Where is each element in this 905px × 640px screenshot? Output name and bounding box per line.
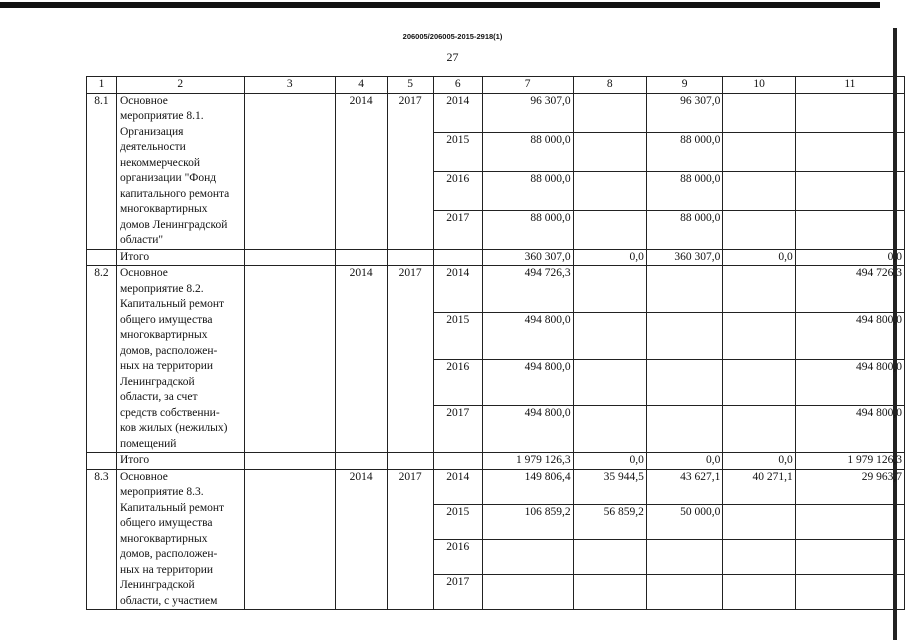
total-value-cell: 0,0	[723, 249, 795, 266]
value-cell	[573, 132, 646, 171]
blank-cell	[335, 249, 387, 266]
section-name-line: домов, расположен-	[119, 344, 218, 357]
total-row	[87, 453, 905, 470]
start-year-cell: 2014	[335, 469, 387, 610]
section-number-cell: 8.1	[87, 93, 117, 249]
total-row	[87, 249, 905, 266]
total-label-cell: Итого	[116, 453, 244, 470]
year-cell: 2015	[433, 132, 482, 171]
total-value-cell: 1 979 126,3	[795, 453, 904, 470]
value-cell	[646, 539, 723, 574]
section-name-line: области"	[119, 234, 164, 246]
program-table	[86, 76, 905, 610]
total-label-cell: Итого	[116, 249, 244, 266]
value-cell	[723, 93, 795, 132]
value-cell	[795, 171, 904, 210]
section-name-line: Ленинградской	[119, 579, 195, 591]
header-cell: 11	[795, 77, 904, 94]
blank-cell	[244, 249, 335, 266]
value-cell	[573, 171, 646, 210]
header-cell: 5	[387, 77, 433, 94]
year-cell: 2017	[433, 210, 482, 249]
total-value-cell: 0,0	[573, 453, 646, 470]
header-cell: 6	[433, 77, 482, 94]
section-name-line: домов, расположен-	[119, 548, 218, 560]
value-cell: 494 800,0	[795, 359, 904, 406]
table-row	[87, 266, 905, 313]
section-name-line: ных на территории	[119, 563, 214, 576]
total-value-cell: 0,0	[795, 249, 904, 266]
section-name-line: многоквартирных	[119, 532, 208, 545]
value-cell: 494 800,0	[482, 406, 573, 453]
header-cell: 9	[646, 77, 723, 94]
total-value-cell: 0,0	[573, 249, 646, 266]
value-cell: 56 859,2	[573, 504, 646, 539]
value-cell	[723, 539, 795, 574]
value-cell	[573, 406, 646, 453]
value-cell: 106 859,2	[482, 504, 573, 539]
year-cell: 2016	[433, 539, 482, 574]
document-id: 206005/206005-2015-2918(1)	[402, 32, 503, 41]
value-cell	[723, 210, 795, 249]
blank-cell	[433, 249, 482, 266]
end-year-cell: 2017	[387, 469, 433, 610]
table-row	[87, 469, 905, 504]
scan-top-border	[0, 2, 880, 8]
section-name-line: капитального ремонта	[119, 187, 230, 200]
value-cell: 96 307,0	[482, 93, 573, 132]
section-number-cell: 8.3	[87, 469, 117, 610]
value-cell: 494 800,0	[482, 312, 573, 359]
section-name-line: некоммерческой	[119, 156, 201, 169]
value-cell	[723, 359, 795, 406]
value-cell	[723, 266, 795, 313]
section-name-line: организации "Фонд	[119, 172, 217, 184]
page-number: 27	[446, 50, 459, 64]
year-cell: 2015	[433, 312, 482, 359]
value-cell	[795, 574, 904, 609]
total-value-cell: 360 307,0	[646, 249, 723, 266]
value-cell: 88 000,0	[646, 132, 723, 171]
value-cell: 494 726,3	[482, 266, 573, 313]
value-cell: 494 800,0	[795, 312, 904, 359]
blank-cell	[87, 249, 117, 266]
section-name-line: области, за счет	[119, 391, 198, 403]
value-cell: 88 000,0	[482, 171, 573, 210]
year-cell: 2017	[433, 406, 482, 453]
table-header-row	[87, 77, 905, 94]
header-cell: 1	[87, 77, 117, 94]
value-cell	[573, 93, 646, 132]
value-cell: 35 944,5	[573, 469, 646, 504]
value-cell	[646, 359, 723, 406]
value-cell	[573, 266, 646, 313]
value-cell	[795, 132, 904, 171]
section-name-cell	[116, 469, 244, 610]
section-name-line: общего имущества	[119, 313, 213, 326]
year-cell: 2014	[433, 266, 482, 313]
value-cell	[723, 406, 795, 453]
blank-cell	[433, 453, 482, 470]
header-cell: 4	[335, 77, 387, 94]
value-cell	[646, 312, 723, 359]
section-name-line: области, с участием	[119, 594, 218, 607]
header-cell: 7	[482, 77, 573, 94]
value-cell: 494 800,0	[482, 359, 573, 406]
value-cell: 50 000,0	[646, 504, 723, 539]
start-year-cell: 2014	[335, 93, 387, 249]
value-cell: 88 000,0	[482, 210, 573, 249]
blank-cell	[244, 453, 335, 470]
value-cell: 29 963,7	[795, 469, 904, 504]
value-cell: 96 307,0	[646, 93, 723, 132]
value-cell	[795, 504, 904, 539]
value-cell	[723, 171, 795, 210]
blank-cell	[244, 266, 335, 453]
year-cell: 2016	[433, 359, 482, 406]
section-name-line: домов Ленинградской	[119, 218, 228, 231]
value-cell: 494 800,0	[795, 406, 904, 453]
value-cell	[646, 574, 723, 609]
value-cell: 88 000,0	[646, 210, 723, 249]
section-name-line: помещений	[119, 437, 177, 450]
value-cell	[723, 574, 795, 609]
blank-cell	[387, 249, 433, 266]
value-cell: 88 000,0	[646, 171, 723, 210]
total-value-cell: 0,0	[646, 453, 723, 470]
total-value-cell: 360 307,0	[482, 249, 573, 266]
value-cell	[795, 210, 904, 249]
section-number-cell: 8.2	[87, 266, 117, 453]
year-cell: 2015	[433, 504, 482, 539]
blank-cell	[387, 453, 433, 470]
section-name-line: Капитальный ремонт	[119, 501, 225, 514]
section-name-line: мероприятие 8.1.	[119, 110, 204, 122]
total-value-cell: 1 979 126,3	[482, 453, 573, 470]
section-name-cell	[116, 266, 244, 453]
section-name-line: Основное	[119, 470, 168, 483]
value-cell: 43 627,1	[646, 469, 723, 504]
year-cell: 2014	[433, 93, 482, 132]
end-year-cell: 2017	[387, 266, 433, 453]
value-cell	[573, 210, 646, 249]
end-year-cell: 2017	[387, 93, 433, 249]
section-name-cell	[116, 93, 244, 249]
year-cell: 2016	[433, 171, 482, 210]
year-cell: 2014	[433, 469, 482, 504]
section-name-line: многоквартирных	[119, 203, 208, 215]
section-name-line: деятельности	[119, 141, 186, 153]
blank-cell	[335, 453, 387, 470]
value-cell	[723, 504, 795, 539]
section-name-line: Основное	[119, 267, 168, 279]
blank-cell	[87, 453, 117, 470]
section-name-line: средств собственни-	[119, 406, 220, 419]
value-cell: 494 726,3	[795, 266, 904, 313]
year-cell: 2017	[433, 574, 482, 609]
value-cell	[795, 93, 904, 132]
section-name-line: Капитальный ремонт	[119, 298, 225, 310]
value-cell: 149 806,4	[482, 469, 573, 504]
value-cell: 40 271,1	[723, 469, 795, 504]
blank-cell	[244, 469, 335, 610]
total-value-cell: 0,0	[723, 453, 795, 470]
value-cell	[573, 539, 646, 574]
section-name-line: Ленинградской	[119, 375, 195, 388]
value-cell	[573, 359, 646, 406]
section-name-line: общего имущества	[119, 517, 213, 529]
value-cell	[723, 132, 795, 171]
header-cell: 3	[244, 77, 335, 94]
header-cell: 2	[116, 77, 244, 94]
section-name-line: многоквартирных	[119, 329, 208, 341]
value-cell	[573, 312, 646, 359]
value-cell	[723, 312, 795, 359]
value-cell	[646, 406, 723, 453]
value-cell	[795, 539, 904, 574]
value-cell	[482, 539, 573, 574]
header-cell: 8	[573, 77, 646, 94]
table-row	[87, 93, 905, 132]
section-name-line: Организация	[119, 125, 184, 138]
value-cell: 88 000,0	[482, 132, 573, 171]
section-name-line: ных на территории	[119, 360, 214, 372]
header-cell: 10	[723, 77, 795, 94]
value-cell	[646, 266, 723, 313]
section-name-line: мероприятие 8.2.	[119, 282, 204, 295]
section-name-line: ков жилых (нежилых)	[119, 422, 228, 434]
value-cell	[482, 574, 573, 609]
value-cell	[573, 574, 646, 609]
start-year-cell: 2014	[335, 266, 387, 453]
blank-cell	[244, 93, 335, 249]
section-name-line: мероприятие 8.3.	[119, 486, 204, 498]
section-name-line: Основное	[119, 94, 168, 107]
